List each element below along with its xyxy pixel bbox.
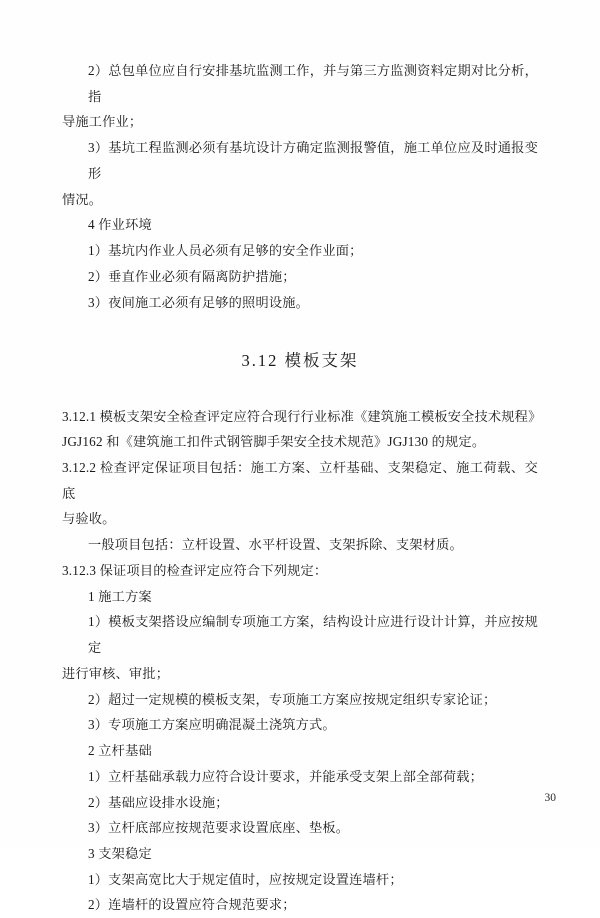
paragraph: 2 立杆基础 bbox=[88, 743, 152, 759]
paragraph: 3）基坑工程监测必须有基坑设计方确定监测报警值，施工单位应及时通报变形 bbox=[88, 140, 538, 181]
paragraph: 1）基坑内作业人员必须有足够的安全作业面； bbox=[88, 243, 363, 259]
paragraph: 进行审核、审批； bbox=[62, 665, 170, 681]
paragraph: 2）连墙杆的设置应符合规范要求； bbox=[88, 897, 296, 913]
paragraph: 4 作业环境 bbox=[88, 217, 152, 233]
paragraph: 导施工作业； bbox=[62, 114, 143, 130]
paragraph: 与验收。 bbox=[62, 511, 116, 527]
paragraph: 3.12.1 模板支架安全检查评定应符合现行行业标准《建筑施工模板安全技术规程》 bbox=[62, 408, 542, 424]
paragraph: 2）垂直作业必须有隔离防护措施； bbox=[88, 268, 296, 284]
paragraph: 1）模板支架搭设应编制专项施工方案，结构设计应进行设计计算，并应按规定 bbox=[88, 614, 538, 656]
paragraph: 3 支架稳定 bbox=[88, 846, 152, 861]
paragraph: 2）基础应设排水设施； bbox=[88, 794, 229, 810]
section-heading: 3.12 模板支架 bbox=[241, 351, 359, 371]
paragraph: 1）支架高宽比大于规定值时，应按规定设置连墙杆； bbox=[88, 871, 403, 887]
paragraph: 3.12.3 保证项目的检查评定应符合下列规定： bbox=[62, 562, 328, 578]
page-number: 30 bbox=[544, 792, 556, 804]
document-body bbox=[62, 58, 542, 918]
paragraph: 3.12.2 检查评定保证项目包括：施工方案、立杆基础、支架稳定、施工荷载、交底 bbox=[62, 459, 538, 501]
paragraph: 1 施工方案 bbox=[88, 588, 152, 604]
paragraph: 3）专项施工方案应明确混凝土浇筑方式。 bbox=[88, 717, 336, 733]
paragraph: 情况。 bbox=[62, 191, 103, 207]
paragraph: 3）夜间施工必须有足够的照明设施。 bbox=[88, 294, 309, 310]
paragraph: JGJ162 和《建筑施工扣件式钢管脚手架安全技术规范》JGJ130 的规定。 bbox=[62, 434, 486, 450]
paragraph: 2）超过一定规模的模板支架，专项施工方案应按规定组织专家论证； bbox=[88, 691, 497, 707]
paragraph: 2）总包单位应自行安排基坑监测工作，并与第三方监测资料定期对比分析，指 bbox=[88, 63, 538, 104]
paragraph: 1）立杆基础承载力应符合设计要求，并能承受支架上部全部荷载； bbox=[88, 768, 484, 784]
paragraph: 一般项目包括：立杆设置、水平杆设置、支架拆除、支架材质。 bbox=[88, 537, 463, 553]
paragraph: 3）立杆底部应按规范要求设置底座、垫板。 bbox=[88, 820, 350, 836]
